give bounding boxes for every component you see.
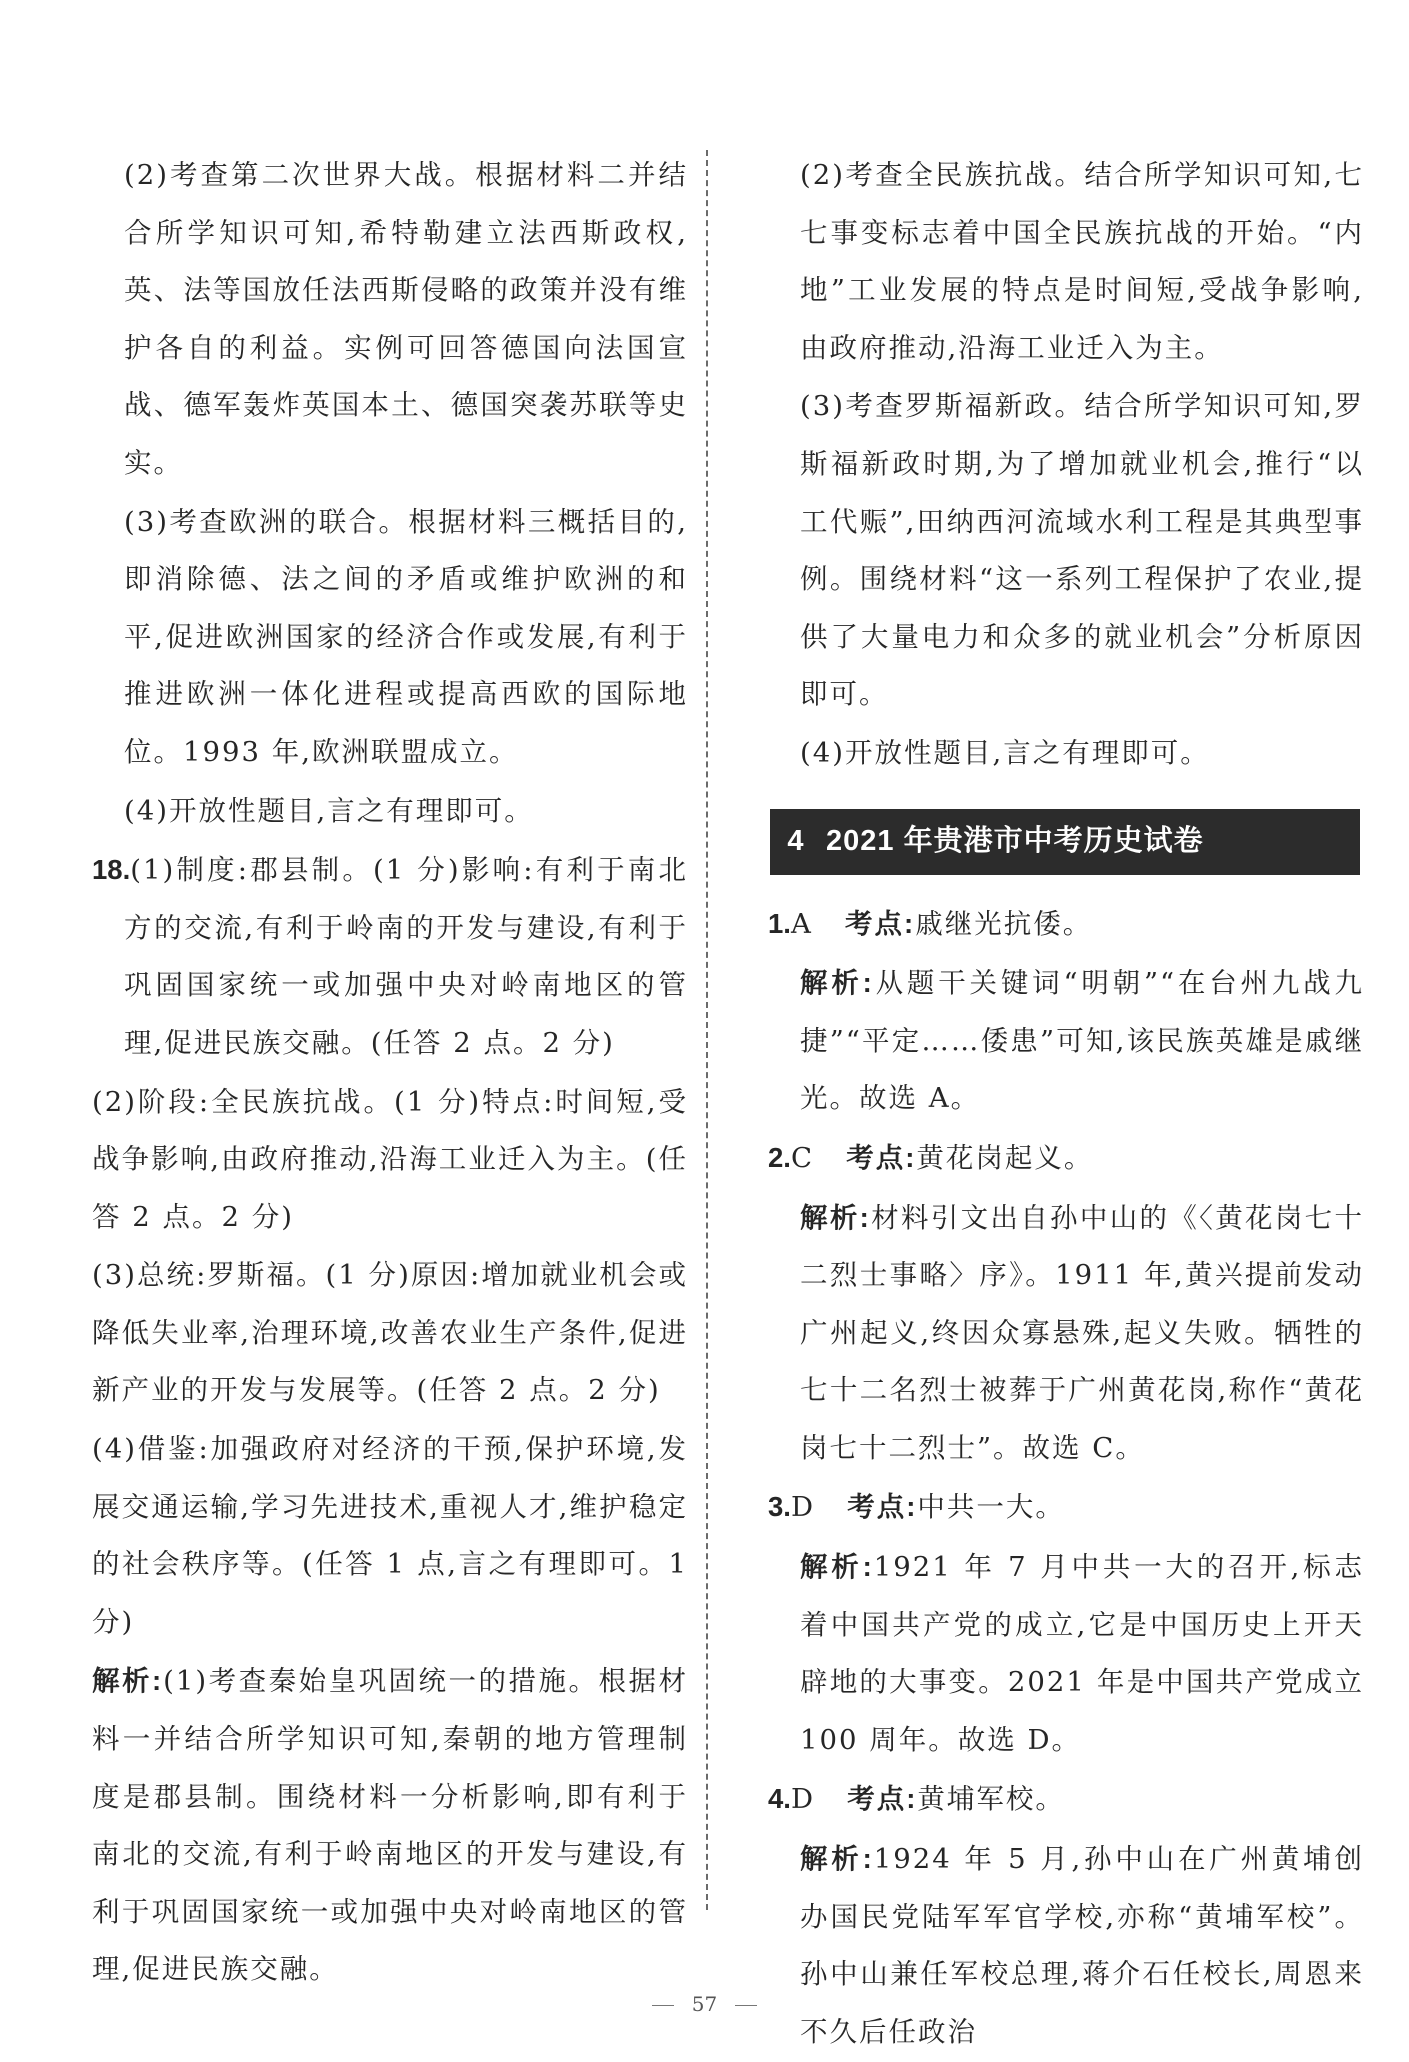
- question-1-explanation: 解析:从题干关键词“明朝”“在台州九战九捷”“平定……倭患”可知,该民族英雄是戚继光。故选 A。: [800, 967, 1364, 1115]
- left-explanation-4: (4)开放性题目,言之有理即可。: [124, 794, 534, 827]
- question-1-answer: 1.A 考点:戚继光抗倭。: [768, 907, 1093, 940]
- right-explanation-2: (2)考查全民族抗战。结合所学知识可知,七七事变标志着中国全民族抗战的开始。“内地”工业发展的特点是时间短,受战争影响,由政府推动,沿海工业迁入为主。: [800, 159, 1364, 364]
- column-divider: [706, 150, 708, 1910]
- question-4-answer: 4.D 考点:黄埔军校。: [768, 1783, 1065, 1816]
- right-explanation-3: (3)考查罗斯福新政。结合所学知识可知,罗斯福新政时期,为了增加就业机会,推行“以工代赈”,田纳西河流域水利工程是其典型事例。围绕材料“这一系列工程保护了农业,提供了大量电力和众多的就业机会”分析原因即可。: [800, 390, 1364, 711]
- footer-dash-left: [652, 2005, 674, 2006]
- question-18-number: 18.: [92, 854, 131, 886]
- question-18-answer-3: (3)总统:罗斯福。(1 分)原因:增加就业机会或降低失业率,治理环境,改善农业生产条件,促进新产业的开发与发展等。(任答 2 点。2 分): [92, 1259, 688, 1407]
- left-explanation-3: (3)考查欧洲的联合。根据材料三概括目的,即消除德、法之间的矛盾或维护欧洲的和平,促进欧洲国家的经济合作或发展,有利于推进欧洲一体化进程或提高西欧的国际地位。1993 年,欧洲联盟成立。: [124, 505, 688, 768]
- question-18-answer-4: (4)借鉴:加强政府对经济的干预,保护环境,发展交通运输,学习先进技术,重视人才,维护稳定的社会秩序等。(任答 1 点,言之有理即可。1 分): [92, 1433, 688, 1638]
- right-column: [768, 147, 1364, 2062]
- section-title: 2021 年贵港市中考历史试卷: [826, 824, 1204, 857]
- question-18-explanation: 解析:(1)考查秦始皇巩固统一的措施。根据材料一并结合所学知识可知,秦朝的地方管理制度是郡县制。围绕材料一分析影响,即有利于南北的交流,有利于岭南地区的开发与建设,有利于巩固国家统一或加强中央对岭南地区的管理,促进民族交融。: [92, 1665, 688, 1986]
- right-explanation-4: (4)开放性题目,言之有理即可。: [800, 736, 1210, 769]
- question-18-answer-1: 18.(1)制度:郡县制。(1 分)影响:有利于南北方的交流,有利于岭南的开发与建设,有利于巩固国家统一或加强中央对岭南地区的管理,促进民族交融。(任答 2 点。2 分): [92, 854, 688, 1059]
- section-header: [770, 809, 1360, 875]
- left-explanation-2: (2)考查第二次世界大战。根据材料二并结合所学知识可知,希特勒建立法西斯政权,英、法等国放任法西斯侵略的政策并没有维护各自的利益。实例可回答德国向法国宣战、德军轰炸英国本土、德国突袭苏联等史实。: [124, 159, 688, 479]
- footer-dash-right: [735, 2005, 757, 2006]
- page-footer: [0, 1992, 1409, 2016]
- question-4-explanation: 解析:1924 年 5 月,孙中山在广州黄埔创办国民党陆军军官学校,亦称“黄埔军校”。孙中山兼任军校总理,蒋介石任校长,周恩来不久后任政治: [800, 1843, 1364, 2048]
- left-column: [92, 147, 688, 2000]
- explanation-label: 解析:: [92, 1665, 164, 1697]
- page-number: 57: [691, 1992, 718, 2016]
- question-3-explanation: 解析:1921 年 7 月中共一大的召开,标志着中国共产党的成立,它是中国历史上开天辟地的大事变。2021 年是中国共产党成立 100 周年。故选 D。: [800, 1551, 1364, 1756]
- question-2-answer: 2.C 考点:黄花岗起义。: [768, 1141, 1094, 1174]
- section-number: 4: [787, 824, 805, 857]
- question-2-explanation: 解析:材料引文出自孙中山的《〈黄花岗七十二烈士事略〉序》。1911 年,黄兴提前发动广州起义,终因众寡悬殊,起义失败。牺牲的七十二名烈士被葬于广州黄花岗,称作“黄花岗七十二烈士”。故选 C。: [800, 1201, 1364, 1464]
- question-18-answer-2: (2)阶段:全民族抗战。(1 分)特点:时间短,受战争影响,由政府推动,沿海工业迁入为主。(任答 2 点。2 分): [92, 1085, 688, 1233]
- question-3-answer: 3.D 考点:中共一大。: [768, 1491, 1065, 1524]
